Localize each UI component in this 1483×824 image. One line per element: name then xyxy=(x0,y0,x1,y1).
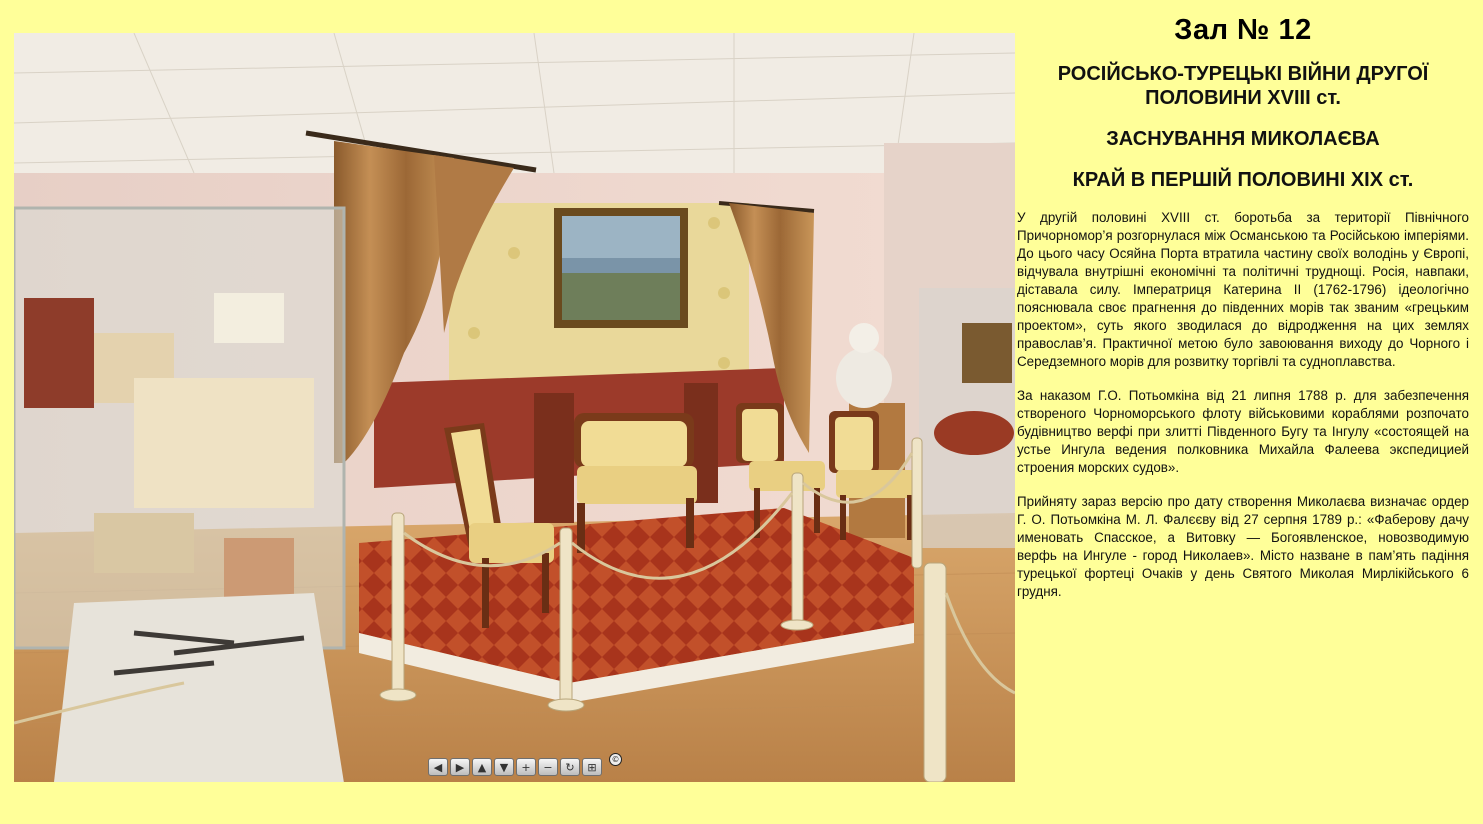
pan-left-button[interactable]: ◀ xyxy=(428,758,448,776)
copyright-icon[interactable]: © xyxy=(609,753,622,766)
paragraph-founding-date: Прийняту зараз версію про дату створення Миколаєва визначає ордер Г. О. Потьомкіна М. Л. Фалєєву від 27 серпня 1789 р.: «Фаберову дачу именовать Спасское, а Витовку — Богоявленское, новозводимую верфь на Ингуле - город Николаев». Місто назване в пам’ять падіння турецької фортеці Очаків у день Святого Миколая Мирлікійського 6 грудня. xyxy=(1017,494,1469,599)
heading-region-19th-century: КРАЙ В ПЕРШІЙ ПОЛОВИНІ XIX ст. xyxy=(1072,169,1414,191)
paragraph-shipyard: За наказом Г.О. Потьомкіна від 21 липня 1788 р. для забезпечення створеного Чорноморського флоту військовими кораблями розпочато будівництво верфі при злитті Південного Бугу та Інгулу «состоящей на устье Ингула ведения полковника Михайла Фалеева экспедицией строения морских судов». xyxy=(1017,388,1469,475)
pan-right-button[interactable]: ▶ xyxy=(450,758,470,776)
pan-up-button[interactable]: ▲ xyxy=(472,758,492,776)
fullscreen-button[interactable]: ⊞ xyxy=(582,758,602,776)
autorotate-button[interactable]: ↻ xyxy=(560,758,580,776)
panorama-viewer[interactable] xyxy=(14,33,1015,782)
museum-hall-photo xyxy=(14,33,1015,782)
paragraph-wars: У другій половині XVIII ст. боротьба за території Північного Причорномор’я розгорнулася між Османською та Російською імперіями. До цього часу Осяйна Порта втратила частину своїх володінь у Європі, відчувала внутрішні економічні та політичні труднощі. Росія, навпаки, діставала силу. Імператриця Катерина II (1762-1796) ідеологічно пояснювала своє прагнення до південних морів так званим «грецьким проектом», суть якого зводилася до відродження на цих землях православ’я. Практичної метою було завоювання виходу до Чорного і Середземного морів для розвитку торгівлі та судноплавства. xyxy=(1017,210,1469,369)
heading-founding-mykolaiv: ЗАСНУВАННЯ МИКОЛАЄВА xyxy=(1106,128,1380,150)
zoom-in-button[interactable]: + xyxy=(516,758,536,776)
hall-title: Зал № 12 xyxy=(1174,14,1312,46)
zoom-out-button[interactable]: − xyxy=(538,758,558,776)
pan-down-button[interactable]: ▼ xyxy=(494,758,514,776)
hall-description-column xyxy=(1017,14,1469,617)
heading-russo-turkish-wars: РОСІЙСЬКО-ТУРЕЦЬКІ ВІЙНИ ДРУГОЇ ПОЛОВИНИ XVIII ст. xyxy=(1057,63,1429,109)
viewer-toolbar xyxy=(428,757,602,777)
